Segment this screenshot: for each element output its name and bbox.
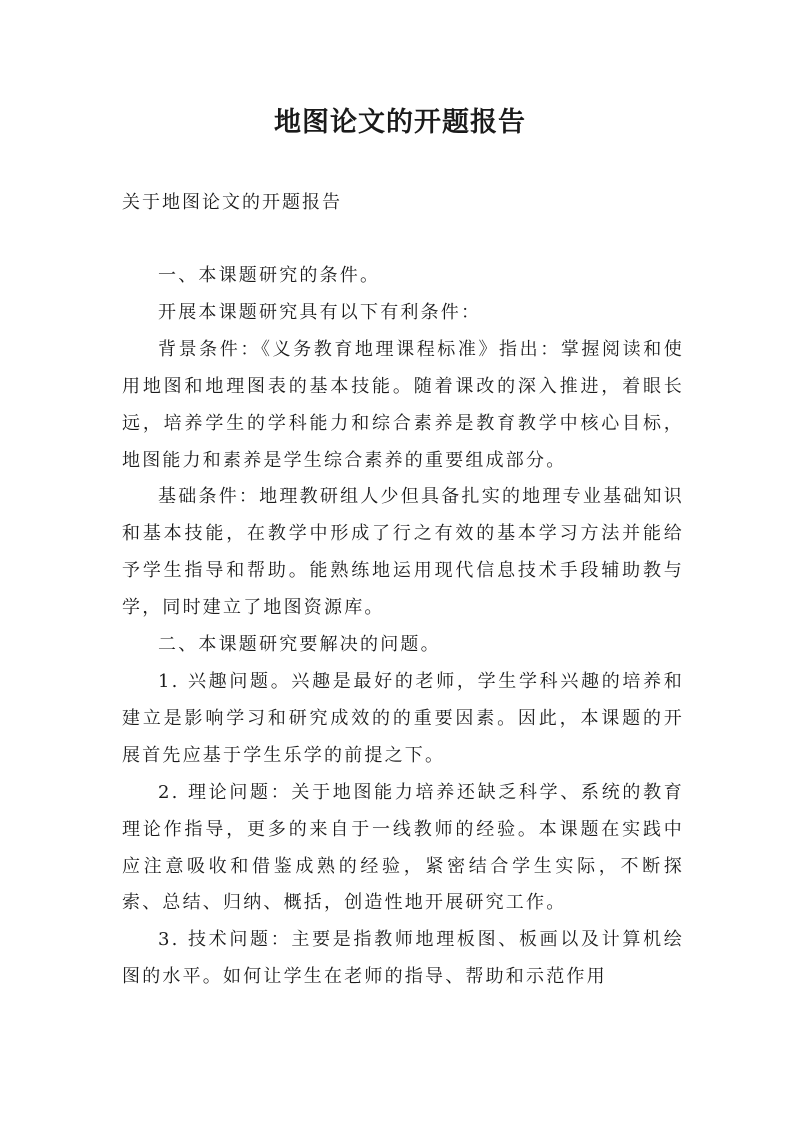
paragraph-technical-problem: 3. 技术问题：主要是指教师地理板图、板画以及计算机绘图的水平。如何让学生在老师的指导、帮助和示范作用 xyxy=(122,929,684,988)
section-heading-conditions: 一、本课题研究的条件。 xyxy=(158,265,381,286)
paragraph-foundation-conditions: 基础条件：地理教研组人少但具备扎实的地理专业基础知识和基本技能，在教学中形成了行之有效的基本学习方法并能给予学生指导和帮助。能熟练地运用现代信息技术手段辅助教与学，同时建立了地图资源库。 xyxy=(122,486,684,619)
paragraph-intro-conditions: 开展本课题研究具有以下有利条件： xyxy=(158,301,482,323)
document-subtitle: 关于地图论文的开题报告 xyxy=(122,192,342,213)
paragraph-background-conditions: 背景条件：《义务教育地理课程标准》指出：掌握阅读和使用地图和地理图表的基本技能。随着课改的深入推进，着眼长远，培养学生的学科能力和综合素养是教育教学中核心目标，地图能力和素养是学生综合素养的重要组成部分。 xyxy=(122,338,684,471)
document-title: 地图论文的开题报告 xyxy=(274,107,526,138)
paragraph-interest-problem: 1. 兴趣问题。兴趣是最好的老师，学生学科兴趣的培养和建立是影响学习和研究成效的的重要因素。因此，本课题的开展首先应基于学生乐学的前提之下。 xyxy=(122,670,684,766)
section-heading-problems: 二、本课题研究要解决的问题。 xyxy=(158,634,441,656)
paragraph-theory-problem: 2. 理论问题：关于地图能力培养还缺乏科学、系统的教育理论作指导，更多的来自于一线教师的经验。本课题在实践中应注意吸收和借鉴成熟的经验，紧密结合学生实际，不断探索、总结、归纳、概括，创造性地开展研究工作。 xyxy=(122,781,684,914)
document-body xyxy=(122,258,684,996)
